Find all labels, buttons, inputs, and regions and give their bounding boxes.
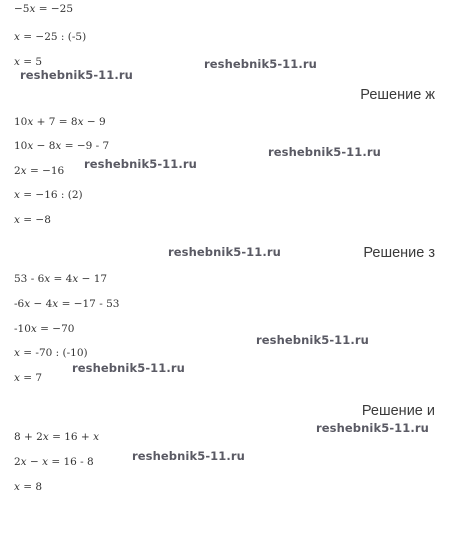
watermark: reshebnik5-11.ru — [168, 245, 281, 259]
equation-line: 𝑥 = 7 — [14, 372, 43, 384]
equation-line: 𝑥 = -70 : (-10) — [14, 347, 88, 359]
equation-line: 𝑥 = −25 : (-5) — [14, 31, 87, 43]
equation-line: 53 - 6𝑥 = 4𝑥 − 17 — [14, 273, 108, 285]
equation-line: 𝑥 = −8 — [14, 214, 51, 226]
equation-line: 𝑥 = 5 — [14, 56, 43, 68]
equation-line: 𝑥 = 8 — [14, 481, 43, 493]
watermark: reshebnik5-11.ru — [204, 57, 317, 71]
equation-line: 10𝑥 − 8𝑥 = −9 - 7 — [14, 140, 110, 152]
watermark: reshebnik5-11.ru — [72, 361, 185, 375]
equation-line: 𝑥 = −16 : (2) — [14, 189, 83, 201]
watermark: reshebnik5-11.ru — [316, 421, 429, 435]
solution-heading: Решение ж — [360, 87, 435, 103]
solution-heading: Решение и — [361, 403, 435, 419]
watermark: reshebnik5-11.ru — [20, 68, 133, 82]
watermark: reshebnik5-11.ru — [84, 157, 197, 171]
equation-line: 2𝑥 − 𝑥 = 16 - 8 — [14, 456, 94, 468]
equation-line: −5𝑥 = −25 — [14, 3, 74, 15]
equation-line: 2𝑥 = −16 — [14, 165, 65, 177]
equation-line: -6𝑥 − 4𝑥 = −17 - 53 — [14, 298, 120, 310]
solution-heading: Решение з — [363, 245, 435, 261]
equation-line: 10𝑥 + 7 = 8𝑥 − 9 — [14, 116, 106, 128]
watermark: reshebnik5-11.ru — [268, 145, 381, 159]
watermark: reshebnik5-11.ru — [256, 333, 369, 347]
equation-line: -10𝑥 = −70 — [14, 323, 75, 335]
watermark: reshebnik5-11.ru — [132, 449, 245, 463]
equation-line: 8 + 2𝑥 = 16 + 𝑥 — [14, 431, 99, 443]
